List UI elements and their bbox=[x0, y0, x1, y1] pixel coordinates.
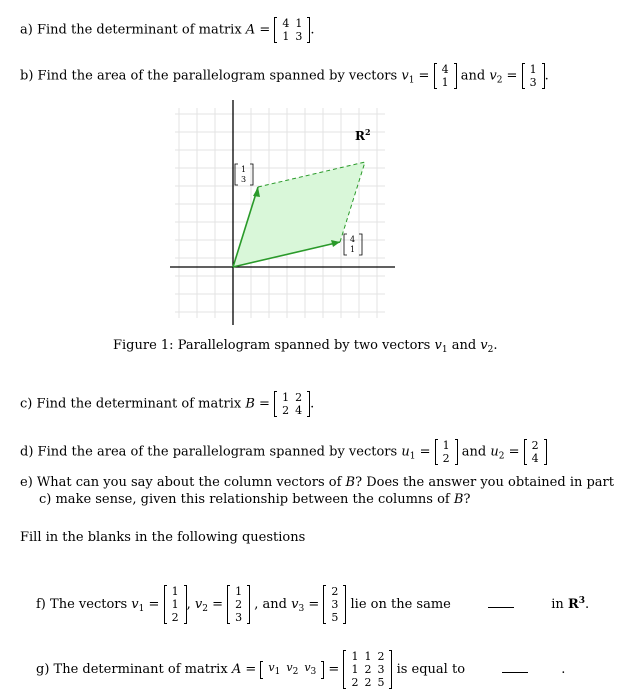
matrix-g-cell: 2 bbox=[351, 676, 359, 689]
space-label bbox=[355, 127, 371, 143]
part-f: f) The vectors $v_1$ = 1 1 2 , $v_2$ = 1 2 3 , and $v_3$ = 2 3 5 lie on the same in $R^3$. bbox=[36, 585, 590, 624]
part-e-line1b: ? Does the answer you obtained in part bbox=[355, 475, 614, 490]
part-b-v1: v bbox=[401, 68, 409, 84]
vector-v2-cell: 3 bbox=[529, 76, 537, 89]
part-f-lie-text: lie on the same bbox=[350, 597, 451, 612]
part-e-line-1 bbox=[20, 475, 614, 491]
part-b-v2-sub: 2 bbox=[496, 75, 503, 86]
matrix-g-columns: $v_1$ $v_2$ $v_3$ bbox=[260, 661, 324, 679]
part-e-line1: What can you say about the column vectors of bbox=[36, 475, 342, 490]
vector-u1 bbox=[435, 439, 458, 465]
vector-v1-cell: 1 bbox=[441, 76, 449, 89]
part-a-label: a) bbox=[20, 22, 33, 38]
part-g-text: The determinant of matrix bbox=[53, 662, 228, 677]
part-b-and: and bbox=[460, 68, 486, 84]
matrix-g-cell: 2 bbox=[377, 650, 385, 663]
matrix-g-cell: 1 bbox=[351, 663, 359, 676]
part-d-and: and bbox=[461, 444, 487, 460]
part-a-var: A bbox=[245, 22, 256, 38]
caption-v2: v bbox=[480, 338, 488, 353]
vector-f-v3-cell: 5 bbox=[331, 611, 339, 624]
part-c-label: c) bbox=[20, 396, 33, 412]
part-a-eq: = bbox=[259, 22, 271, 38]
vector-f-v1-cell: 2 bbox=[171, 611, 179, 624]
part-e-label: e) bbox=[20, 475, 33, 490]
vector-v1 bbox=[434, 63, 457, 89]
vector-u1-cell: 2 bbox=[442, 452, 450, 465]
vector-f-v1-cell: 1 bbox=[171, 598, 179, 611]
part-g-var: A bbox=[231, 662, 242, 677]
part-b-v2: v bbox=[489, 68, 497, 84]
part-c-var: B bbox=[245, 396, 255, 412]
part-a bbox=[20, 17, 315, 43]
part-c-text: Find the determinant of matrix bbox=[36, 396, 242, 412]
part-a-text: Find the determinant of matrix bbox=[36, 22, 242, 38]
part-d-u2-sub: 2 bbox=[498, 451, 505, 462]
matrix-g-cell: 1 bbox=[351, 650, 359, 663]
vector-label-v2-bottom: 3 bbox=[241, 175, 247, 184]
matrix-b-cell: 2 bbox=[295, 391, 303, 404]
caption-prefix: Figure 1: Parallelogram spanned by two vectors bbox=[113, 338, 431, 353]
caption-end: . bbox=[493, 338, 498, 353]
part-d-text: Find the area of the parallelogram spanned by vectors bbox=[37, 444, 398, 460]
vector-f-v1-cell: 1 bbox=[171, 585, 179, 598]
part-f-comma: , bbox=[186, 597, 191, 612]
part-g: g) The determinant of matrix A = $v_1$ $v_2$ $v_3$ = 1 1 2 1 2 3 2 2 5 is equal to . bbox=[36, 650, 566, 689]
vector-f-v3 bbox=[323, 585, 346, 624]
caption-v1-sub: 1 bbox=[441, 345, 448, 355]
part-f-space-r: R bbox=[567, 597, 579, 612]
part-c-eq: = bbox=[259, 396, 270, 412]
matrix-g-cell: 2 bbox=[364, 676, 372, 689]
vector-f-v1 bbox=[164, 585, 187, 624]
matrix-b-cell: 4 bbox=[295, 404, 303, 417]
part-g-end: . bbox=[561, 662, 566, 677]
part-d-u1: u bbox=[401, 444, 410, 460]
vector-f-v2 bbox=[227, 585, 250, 624]
part-e-var-2: B bbox=[453, 492, 464, 507]
part-g-label: g) bbox=[36, 662, 50, 677]
part-d-u2: u bbox=[490, 444, 499, 460]
part-f-space bbox=[568, 597, 585, 612]
part-e-line2-end: ? bbox=[463, 492, 471, 507]
matrix-b-cell: 1 bbox=[282, 391, 290, 404]
matrix-g bbox=[343, 650, 392, 689]
matrix-b bbox=[274, 391, 310, 417]
vector-u2-cell: 2 bbox=[531, 439, 539, 452]
part-e-var-1: B bbox=[345, 475, 356, 490]
part-b-v1-sub: 1 bbox=[408, 75, 415, 86]
vector-f-v2-cell: 1 bbox=[235, 585, 243, 598]
part-f-text: The vectors bbox=[50, 597, 128, 612]
part-f-end: . bbox=[585, 597, 590, 612]
vector-v1-cell: 4 bbox=[441, 63, 449, 76]
vector-label-v1-top: 4 bbox=[350, 235, 356, 244]
caption-and: and bbox=[451, 338, 477, 353]
caption-v2-sub: 2 bbox=[487, 345, 494, 355]
parallelogram-plot bbox=[170, 100, 400, 325]
matrix-a-cell: 3 bbox=[295, 30, 303, 43]
vector-v2-cell: 1 bbox=[529, 63, 537, 76]
part-f-and: , and bbox=[254, 597, 287, 612]
vector-v2 bbox=[522, 63, 545, 89]
part-d-label: d) bbox=[20, 444, 34, 460]
part-f-label: f) bbox=[36, 597, 46, 612]
matrix-a-cell: 1 bbox=[295, 17, 303, 30]
matrix-a bbox=[274, 17, 310, 43]
parallelogram-figure bbox=[170, 100, 400, 329]
caption-v1: v bbox=[434, 338, 442, 353]
part-b-label: b) bbox=[20, 68, 34, 84]
vector-u2-cell: 4 bbox=[531, 452, 539, 465]
figure-caption bbox=[113, 338, 498, 358]
fill-heading: Fill in the blanks in the following questions bbox=[20, 530, 306, 545]
part-f-space-sup: 3 bbox=[578, 596, 586, 606]
space-label-sup: 2 bbox=[364, 127, 371, 137]
part-b: b) Find the area of the parallelogram spanned by vectors $v_1$ = 4 1 and $v_2$ = 1 3 . bbox=[20, 63, 549, 89]
part-g-is-text: is equal to bbox=[396, 662, 466, 677]
part-b-end: . bbox=[544, 68, 549, 84]
matrix-b-cell: 2 bbox=[282, 404, 290, 417]
space-label-r: R bbox=[355, 129, 365, 143]
part-b-text: Find the area of the parallelogram spanned by vectors bbox=[37, 68, 398, 84]
vector-f-v2-cell: 2 bbox=[235, 598, 243, 611]
vector-f-v3-cell: 2 bbox=[331, 585, 339, 598]
part-c bbox=[20, 391, 314, 417]
vector-label-v1-bottom: 1 bbox=[350, 245, 356, 254]
part-f-in-text: in bbox=[551, 597, 564, 612]
part-e-line-2 bbox=[39, 492, 470, 508]
vector-label-v2-top: 1 bbox=[241, 165, 247, 174]
matrix-g-cell: 5 bbox=[377, 676, 385, 689]
vector-u2 bbox=[524, 439, 547, 465]
part-e-line2: c) make sense, given this relationship between the columns of bbox=[39, 492, 450, 507]
part-d: d) Find the area of the parallelogram spanned by vectors $u_1$ = 1 2 and $u_2$ = 2 4 bbox=[20, 439, 547, 465]
vector-f-v2-cell: 3 bbox=[235, 611, 243, 624]
part-g-eq: = bbox=[245, 662, 257, 677]
vector-label-v2 bbox=[235, 164, 253, 185]
matrix-g-cell: 3 bbox=[377, 663, 385, 676]
blank-f[interactable] bbox=[488, 607, 514, 608]
matrix-a-cell: 4 bbox=[282, 17, 290, 30]
part-a-end: . bbox=[310, 22, 315, 38]
vector-f-v3-cell: 3 bbox=[331, 598, 339, 611]
matrix-g-cell: 2 bbox=[364, 663, 372, 676]
blank-g[interactable] bbox=[502, 672, 528, 673]
part-d-u1-sub: 1 bbox=[409, 451, 416, 462]
matrix-a-cell: 1 bbox=[282, 30, 290, 43]
vector-u1-cell: 1 bbox=[442, 439, 450, 452]
part-c-end: . bbox=[310, 396, 315, 412]
matrix-g-cell: 1 bbox=[364, 650, 372, 663]
